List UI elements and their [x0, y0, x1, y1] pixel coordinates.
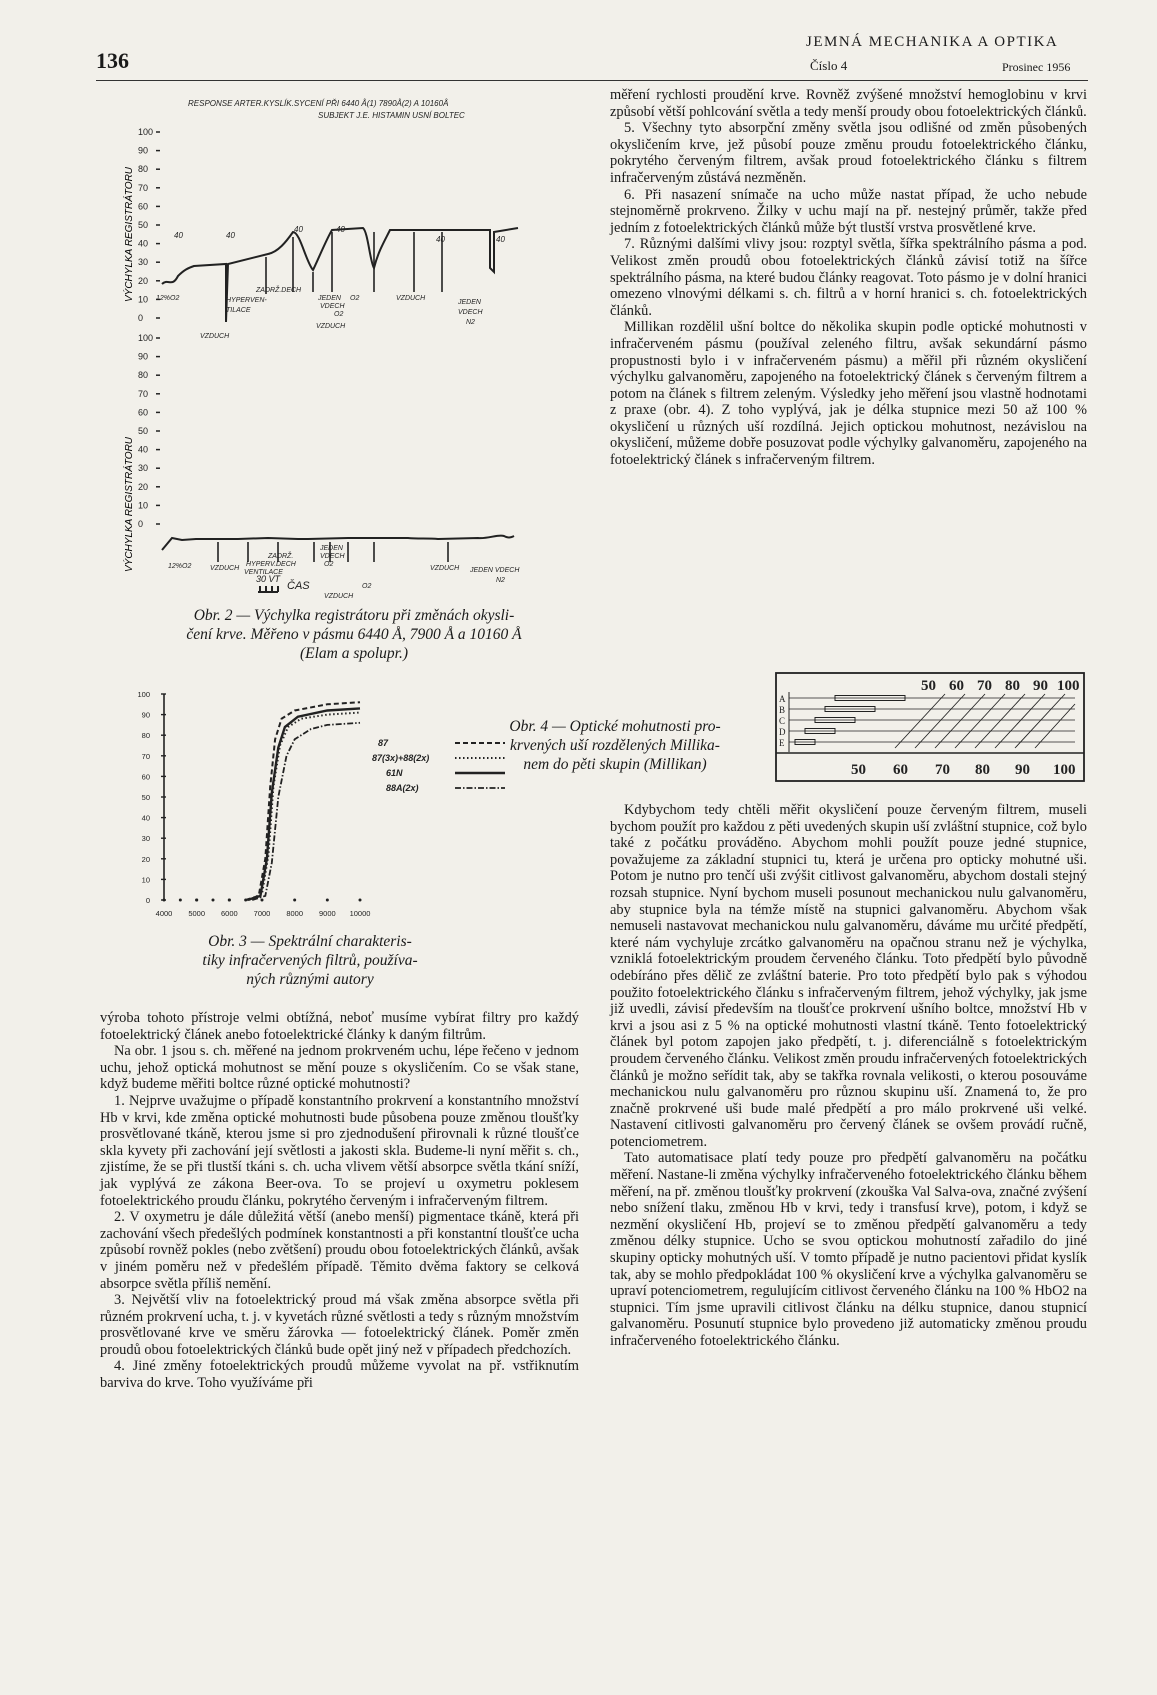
- right-top-paragraph: měření rychlosti proudění krve. Rovněž zvýšené množství hemoglobinu v krvi způsobí větší pohlcování světla a tedy menší proudy obou fotoelektrických článků.: [610, 87, 1087, 120]
- fig2-ytick-label: 50: [138, 426, 149, 436]
- fig4-hatch: [895, 694, 1075, 748]
- fig2-ytick-label: 20: [138, 481, 149, 492]
- fig3-caption-1: Obr. 3 — Spektrální charakteris-: [208, 933, 412, 950]
- fig3-series-2-line: [247, 708, 360, 900]
- fig3-xtick-label: 6000: [220, 909, 238, 918]
- fig2-caption-3: (Elam a spolupr.): [299, 645, 409, 662]
- fig2-b-jeden: JEDEN: [320, 545, 343, 552]
- fig2-ytick-label: 80: [138, 370, 149, 381]
- fig2-title-1: RESPONSE ARTER.KYSLÍK.SYCENÍ PŘI 6440 Å(1) 7890Å(2) A 10160Å: [188, 99, 449, 108]
- fig2-t-40e: 40: [436, 235, 445, 244]
- fig4-caption-1: Obr. 4 — Optické mohutnosti pro-: [509, 718, 721, 735]
- figure-2-caption: [122, 606, 586, 663]
- fig2-t-vdech: VDECH: [320, 303, 345, 310]
- fig3-xtick-label: 8000: [286, 909, 304, 918]
- fig4-row-label: D: [779, 727, 786, 737]
- fig3-caption-2: tiky infračervených filtrů, používa-: [202, 952, 418, 969]
- fig2-time-label: ČAS: [287, 580, 310, 592]
- fig3-xtick-mark: [261, 899, 264, 902]
- fig4-row-label: B: [779, 705, 786, 715]
- fig2-t-vzduch2: VZDUCH: [316, 323, 346, 330]
- left-bottom-paragraph: 1. Nejprve uvažujme o případě konstantního prokrvení a konstantního množství Hb v krvi, kde změna optické mohutnosti bude působena pouze změnou tloušťky prosvětlované tkáně, kterou jsme si pro zjednodušení přirovnali k různé tloušťce skla kyvety při zachování její světlosti a jakosti skla. Budeme-li nyní měřit s. ch., zjistíme, že se při tlustší tkáni s. ch. ucha vlivem větší absorpce světla tkání sníží, jak vyplývá ze zákona Beer-ova. To se projeví u oxymetru poklesem fotoelektrického proudu článku, pokrytého červeným i infračerveným filtrem.: [100, 1092, 579, 1209]
- fig2-b-o2b: O2: [324, 561, 334, 568]
- fig3-baseline-dot: [212, 899, 215, 902]
- left-bottom-paragraph: výroba tohoto přístroje velmi obtížná, neboť musíme vybírat filtry pro každý fotoelektrický článek anebo fotoelektrické články k daným filtrům.: [100, 1010, 579, 1043]
- fig2-b-zadrz: ZADRŽ.: [268, 553, 294, 560]
- fig2-ytick-label: 0: [138, 519, 144, 529]
- fig2-ytick-label: 30: [138, 257, 149, 268]
- fig2-t-40c: 40: [294, 225, 303, 234]
- fig3-legend-label: 87(3x)+88(2x): [372, 753, 430, 763]
- fig3-ytick-label: 70: [141, 751, 150, 761]
- fig2-caption-1: Obr. 2 — Výchylka registrátoru při změnách okysli-: [193, 607, 515, 624]
- fig2-ylabel-top: VÝCHYLKA REGISTRÁTORU: [124, 166, 135, 302]
- figure-4: [775, 672, 1085, 782]
- fig2-ytick-label: 40: [138, 238, 149, 249]
- fig2-t-o2: 12%O2: [156, 295, 180, 302]
- fig4-top-scale-label: 50: [921, 678, 936, 694]
- fig2-ytick-label: 60: [138, 201, 149, 212]
- fig4-bottom-scale-label: 60: [893, 762, 908, 778]
- fig3-legend-label: 87: [378, 738, 389, 748]
- fig2-ytick-label: 100: [138, 127, 154, 137]
- right-top-paragraph: Millikan rozdělil ušní boltce do několika skupin podle optické mohutnosti v infračerveném pásmu (používal zeleného filtru, avšak sekundární pásmo propustnosti bylo i v infračerveném pásmu) a měřil při různém okysličení výchylku galvanoměru, zapojeného na fotoelektrický článek s červeným filtrem a potom na článek s filtrem zeleným. Výsledky jeho měření jsou vlastně hodnotami z praxe (obr. 4). Z toho vyplývá, jak je délka stupnice mezi 50 až 100 % okysličení u různých uší rozdílná. Jejich optickou mohutnost, nezávislou na okysličení, můžeme dobře posuzovat podle výchylky galvanoměru, zapojeného na fotoelektrický článek s infračerveným filtrem.: [610, 319, 1087, 469]
- fig3-xtick-mark: [163, 899, 166, 902]
- fig3-ytick-label: 10: [141, 875, 150, 885]
- fig3-xtick-mark: [359, 899, 362, 902]
- fig2-t-hyper2: TILACE: [226, 307, 251, 314]
- journal-title: JEMNÁ MECHANIKA A OPTIKA: [806, 34, 1059, 50]
- fig3-baseline-dot: [179, 899, 182, 902]
- fig3-xtick-label: 9000: [318, 909, 336, 918]
- fig2-ytick-label: 10: [138, 500, 149, 511]
- fig2-t-o2c: O2: [334, 311, 344, 318]
- fig4-bottom-scale-label: 50: [851, 762, 866, 778]
- fig2-ytick-label: 70: [138, 388, 149, 399]
- fig4-caption-3: nem do pěti skupin (Millikan): [523, 756, 707, 773]
- fig2-t-jeden2: JEDEN: [458, 299, 481, 306]
- figure-2: [118, 92, 588, 600]
- right-bottom-paragraph: Kdybychom tedy chtěli měřit okysličení pouze červeným filtrem, museli bychom použít pro každou z pěti uvedených skupin uší zvláštní stupnice, což bylo také z počátku prováděno. Abychom mohli použít pouze jedné stupnice, považujeme za základní stupnici tu, která je určena pro opticky mohutné uši. Potom je nutno pro tenčí uši zvýšit citlivost galvanoměru, abychom dostali stejný rozsah stupnice. Nyní bychom museli posunout mechanickou nulu galvanoměru, aby stupnice byla na témže místě na stupnici galvanoměru. Abychom však nemuseli nastavovat mechanickou nulu galvanoměru, dáváme mu určité předpětí, které nám vychyluje zrcátko galvanoměru na opačnou stranu než je výchylka, vzniklá fotoelektrickým proudem červeného článku. Toto předpětí bylo původně odebíráno přes dělič ze zvláštní baterie. Pro toto předpětí bylo pak s výhodou použito fotoelektrického článku s infračerveným filtrem, jehož výchylky, jak jsme již uvedli, závisí především na tloušťce prokrvení ušního boltce, množství Hb v krvi a jsou asi z 5 % na optické mohutnosti vlastní tkáně. Tento fotoelektrický článek byl potom zapojen jako předpětí, t. j. diferenciálně s fotoelektrickým proudem červeného článku. Velikost změn proudu infračervených fotoelektrických článků je možno seřídit tak, aby se takřka rovnala velikosti, o kterou posouváme mechanickou nulu galvanoměru pro různou skupinu uší. Znamená to, že pro značně prokrvené uši bude malé předpětí a pro málo prokrvené uši velké. Nastavení citlivosti galvanoměru pro červený článek se ovšem provádí ručně, potenciometrem.: [610, 802, 1087, 1150]
- fig4-row-label: E: [779, 738, 785, 748]
- fig4-top-scale-label: 100: [1057, 678, 1080, 694]
- figure-3-chart: [137, 686, 530, 922]
- fig2-top-markers: [226, 232, 442, 294]
- fig3-xtick-label: 5000: [188, 909, 206, 918]
- fig3-series-0-line: [246, 702, 360, 900]
- left-bottom-paragraph: 4. Jiné změny fotoelektrických proudů můžeme vyvolat na př. vstřiknutím barviva do krve. Toho využíváme při: [100, 1358, 579, 1392]
- fig2-b-dech: DECH: [276, 561, 296, 568]
- fig2-b-jedenvdech: JEDEN VDECH: [470, 567, 520, 574]
- fig4-row-label: A: [779, 694, 786, 704]
- fig3-ytick-label: 50: [141, 793, 150, 802]
- fig2-ytick-label: 80: [138, 164, 149, 175]
- fig4-top-scale-label: 60: [949, 678, 964, 694]
- fig2-ytick-label: 100: [138, 333, 154, 343]
- fig4-top-scale-label: 70: [977, 678, 992, 694]
- fig4-bottom-scale-label: 90: [1015, 762, 1030, 778]
- fig2-ytick-label: 20: [138, 275, 149, 286]
- fig2-b-vdech: VDECH: [320, 553, 345, 560]
- fig4-caption-2: krvených uší rozdělených Millika-: [510, 737, 720, 754]
- fig2-ytick-label: 50: [138, 220, 149, 230]
- right-column-bottom: [610, 802, 1087, 1350]
- fig3-xtick-label: 7000: [253, 909, 271, 918]
- right-column-top: [610, 87, 1087, 469]
- fig2-ytick-label: 0: [138, 313, 144, 323]
- right-bottom-paragraph: Tato automatisace platí tedy pouze pro předpětí galvanoměru na počátku měření. Nastane-li změna výchylky infračerveného fotoelektrického článku během měření, na př. změnou tloušťky prokrvení (zkouška Val Salva-ova, značné zvýšení nebo snížení tlaku, změnou Hb v krvi, tedy i transfusí krve), potom, i když se nezmění okysličení Hb, projeví se to změnou předpětí galvanoměru a tedy změnou délky stupnice. Ucho se svou optickou mohutností zařadilo do jiné skupiny opticky mohutných uší. V tomto případě je nutno pacientovi přidat kyslík tak, aby se mohlo předpokládat 100 % okysličení krve a výchylka galvanoměru se upraví potenciometrem, regulujícím citlivost červeného článku na 100 % HbO2 na stupnici. Tím jsme upravili citlivost článku na délku stupnice, danou stupnicí galvanoměru. Posunutí stupnice bylo provedeno již automaticky změnou proudu infračerveného fotoelektrického článku.: [610, 1150, 1087, 1349]
- fig2-b-vzduch2: VZDUCH: [324, 593, 354, 600]
- fig3-ytick-label: 100: [137, 690, 150, 699]
- right-top-paragraph: 6. Při nasazení snímače na ucho může nastat případ, že ucho nebude stejnoměrně prokrveno. Žilky v uchu mají na př. nestejný průměr, takže před jedním z fotoelektrických článků může být tlustší vrstva prosvětlené krve.: [610, 186, 1087, 236]
- fig3-baseline-dot: [228, 899, 231, 902]
- figure-3-caption: [150, 932, 470, 989]
- fig2-b-o2: 12%O2: [168, 563, 192, 570]
- fig3-ytick-label: 40: [141, 813, 150, 823]
- fig2-t-vzduch1: VZDUCH: [200, 333, 230, 340]
- fig2-b-vzduch1: VZDUCH: [210, 565, 240, 572]
- fig4-top-scale-label: 80: [1005, 678, 1020, 694]
- fig2-caption-2: čení krve. Měřeno v pásmu 6440 Å, 7900 Å a 10160 Å: [186, 626, 522, 643]
- fig2-b-o2c: O2: [362, 583, 372, 590]
- fig2-ytick-label: 90: [138, 351, 149, 362]
- fig4-bottom-scale-label: 80: [975, 762, 990, 778]
- fig2-t-40f: 40: [496, 235, 505, 244]
- fig2-b-hyper: HYPERV.: [246, 561, 277, 568]
- fig4-bottom-scale-label: 100: [1053, 762, 1076, 778]
- fig3-ytick-label: 90: [141, 710, 150, 720]
- fig2-b-n2: N2: [496, 577, 505, 584]
- fig3-ytick-label: 60: [141, 772, 150, 782]
- fig3-ytick-label: 80: [141, 731, 150, 741]
- fig2-title-2: SUBJEKT J.E. HISTAMIN USNÍ BOLTEC: [318, 111, 465, 120]
- header-rule: [96, 80, 1088, 81]
- left-column-bottom: [100, 1010, 579, 1392]
- fig2-ytick-label: 40: [138, 444, 149, 455]
- fig3-ytick-label: 30: [141, 834, 150, 844]
- fig3-baseline-dot: [195, 899, 198, 902]
- fig2-t-40b: 40: [226, 231, 235, 240]
- left-bottom-paragraph: 3. Největší vliv na fotoelektrický proud má však změna absorpce světla při různém prokrvení ucha, t. j. v kyvetách různé světlosti a tedy s různým množstvím prosvětlované krve ve směru žárovka — fotoelektrický článek. Poměr změn proudů obou fotoelektrických článků bude opět jiný než v případech předchozích.: [100, 1292, 579, 1358]
- fig2-scale-bar: [258, 586, 278, 592]
- left-bottom-paragraph: 2. V oxymetru je dále důležitá větší (anebo menší) pigmentace tkáně, která při zachování všech předešlých podmínek konstantnosti a při konstantní tloušťce ucha způsobí rovněž pokles (nebo zvětšení) proudu obou fotoelektrických článků, avšak v jiném poměru než v předešlém případě. Těmito dvěma faktory se celková absorpce světla příliš nemění.: [100, 1209, 579, 1292]
- fig4-row-label: C: [779, 716, 786, 726]
- fig3-ytick-label: 0: [145, 896, 150, 905]
- fig2-t-vdech2: VDECH: [458, 309, 483, 316]
- left-bottom-paragraph: Na obr. 1 jsou s. ch. měřené na jednom prokrveném uchu, lépe řečeno v jednom uchu, jehož optická mohutnost se mění pouze s okysličením. Co se však stane, když budeme měřiti boltce různé optické mohutnosti?: [100, 1043, 579, 1093]
- right-top-paragraph: 5. Všechny tyto absorpční změny světla jsou odlišné od změn působených okysličením krve, jež působí pouze změnu proudu fotoelektrického článku, pokrytého červeným filtrem, avšak proud fotoelektrického článku s filtrem infračerveným zůstává nezměněn.: [610, 120, 1087, 186]
- issue-number: Číslo 4: [810, 58, 848, 73]
- fig2-ytick-label: 10: [138, 294, 149, 305]
- fig2-t-40d: 40: [336, 225, 345, 234]
- fig2-t-jeden: JEDEN: [318, 295, 341, 302]
- fig3-xtick-label: 10000: [349, 909, 371, 918]
- fig2-t-o2b: O2: [350, 295, 360, 302]
- fig4-bottom-scale-label: 70: [935, 762, 950, 778]
- fig2-b-vzduch3: VZDUCH: [430, 565, 460, 572]
- fig2-b-vent: VENTILACE: [244, 569, 283, 576]
- figure-2-drawing: [118, 92, 588, 600]
- fig3-xtick-mark: [293, 899, 296, 902]
- fig2-t-vzduch3: VZDUCH: [396, 295, 426, 302]
- fig2-t-hyper: HYPERVEN-: [226, 297, 267, 304]
- fig3-legend-label: 61N: [386, 768, 403, 778]
- fig2-scale-label: 30 VT: [256, 574, 281, 584]
- fig3-caption-3: ných různými autory: [246, 971, 374, 988]
- figure-3-svg: [137, 686, 530, 922]
- right-top-paragraph: 7. Různými dalšími vlivy jsou: rozptyl světla, šířka spektrálního pásma a pod. Velikost změn proudů obou fotoelektrických článků závisí totiž na šířce spektrálního pásma, na které budou články reagovat. Toto pásmo je v dolní hranici omezeno vlnovými délkami s. ch. filtrů a v horní hranici s. ch. fotoelektrických článků.: [610, 236, 1087, 319]
- figure-4-drawing: [775, 672, 1085, 782]
- fig2-ytick-label: 90: [138, 145, 149, 156]
- fig4-top-scale-label: 90: [1033, 678, 1048, 694]
- issue-date: Prosinec 1956: [1002, 60, 1071, 74]
- fig2-ylabel-bottom: VÝCHYLKA REGISTRÁTORU: [124, 436, 135, 572]
- fig3-xtick-label: 4000: [155, 909, 173, 918]
- page-number: 136: [96, 48, 129, 73]
- fig3-xtick-mark: [326, 899, 329, 902]
- fig2-t-zadrz: ZADRŽ.DECH: [256, 287, 302, 294]
- fig2-t-n2: N2: [466, 319, 475, 326]
- fig3-ytick-label: 20: [141, 854, 150, 864]
- fig3-legend-label: 88A(2x): [386, 783, 419, 793]
- fig2-ytick-label: 30: [138, 463, 149, 474]
- fig2-t-40a: 40: [174, 231, 183, 240]
- fig2-ytick-label: 70: [138, 182, 149, 193]
- fig2-ytick-label: 60: [138, 407, 149, 418]
